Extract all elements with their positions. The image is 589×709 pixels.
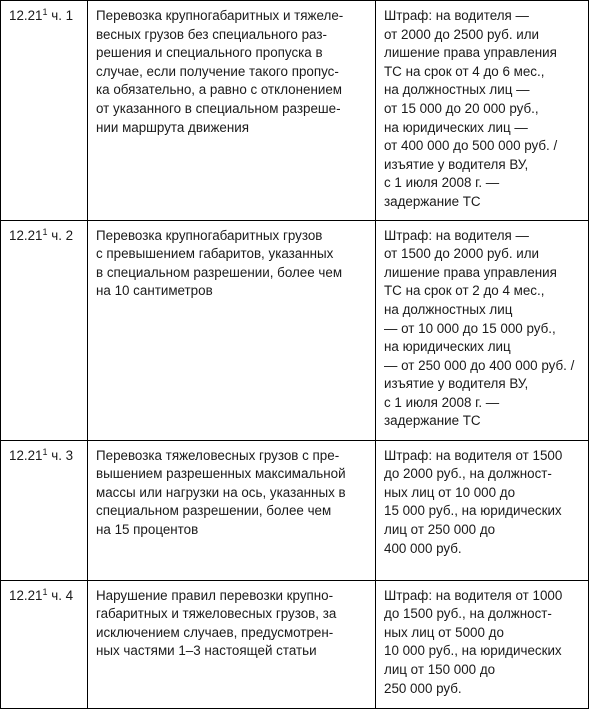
description-line: решения и специального пропуска в [96,45,323,61]
description-line: габаритных и тяжеловесных грузов, за [96,606,337,622]
penalty-line: лишение права управления [384,45,557,61]
article-number: 12.21 [9,227,43,243]
penalty-line: ных лиц от 10 000 до [384,484,516,500]
article-part: ч. 3 [47,447,74,463]
penalty-line: до 2000 руб., на должност- [384,466,552,482]
description-line: Нарушение правил перевозки крупно- [96,587,334,603]
penalty-line: с 1 июля 2008 г. — [384,175,500,191]
description-line: ных частями 1–3 настоящей статьи [96,643,317,659]
penalty-line: 250 000 руб. [384,680,462,696]
description-line: массы или нагрузки на ось, указанных в [96,484,346,500]
article-number: 12.21 [9,8,43,23]
penalty-line: — от 10 000 до 15 000 руб., [384,320,556,336]
penalty-line: лишение права управления [384,264,557,280]
penalty-line: лиц от 250 000 до [384,521,496,537]
table-row [1,580,589,708]
penalty-line: на юридических лиц [384,339,511,355]
penalty-line: 400 000 руб. [384,540,462,556]
description-line: на 15 процентов [96,521,199,537]
description-line: нии маршрута движения [96,119,249,135]
penalty-line: от 15 000 до 20 000 руб., [384,100,539,116]
penalty-line: Штраф: на водителя от 1000 [384,587,563,603]
article-superscript: 1 [42,7,48,17]
description-line: Перевозка тяжеловесных грузов с пре- [96,447,340,463]
penalty-cell [376,440,589,580]
article-part: ч. 2 [47,227,74,243]
penalty-line: ных лиц от 5000 до [384,624,504,640]
penalty-line: Штраф: на водителя — [384,227,529,243]
article-cell [1,580,88,708]
penalty-line: на должностных лиц — [384,82,530,98]
penalty-line: до 1500 руб., на должност- [384,606,552,622]
article-superscript: 1 [42,226,48,237]
penalty-line: на юридических лиц — [384,119,528,135]
description-cell [88,440,376,580]
table-row [1,1,589,221]
penalty-line: 15 000 руб., на юридических [384,503,562,519]
penalty-line: лиц от 150 000 до [384,661,496,677]
penalty-line: изъятие у водителя ВУ, [384,156,529,172]
article-part: ч. 4 [47,587,74,603]
penalty-line: с 1 июля 2008 г. — [384,394,500,410]
penalty-line: на должностных лиц [384,301,513,317]
description-line: вышением разрешенных максимальной [96,466,346,482]
penalty-line: задержание ТС [384,193,481,209]
penalty-line: от 1500 до 2000 руб. или [384,246,540,262]
penalty-line: от 400 000 до 500 000 руб. / [384,138,558,154]
description-line: ка обязательно, а равно с отклонением [96,82,342,98]
penalty-line: ТС на срок от 2 до 4 мес., [384,283,545,299]
article-number: 12.21 [9,447,43,463]
article-number: 12.21 [9,587,43,603]
article-cell [1,220,88,440]
article-superscript: 1 [42,446,48,457]
description-line: в специальном разрешении, более чем [96,264,343,280]
description-line: на 10 сантиметров [96,283,213,299]
penalty-line: Штраф: на водителя от 1500 [384,447,563,463]
penalty-line: 10 000 руб., на юридических [384,643,562,659]
description-line: с превышением габаритов, указанных [96,246,334,262]
description-cell [88,580,376,708]
penalty-cell [376,1,589,221]
penalty-line: ТС на срок от 4 до 6 мес., [384,63,545,79]
description-line: Перевозка крупногабаритных и тяжеле- [96,8,344,23]
description-line: случае, если получение такого пропус- [96,63,339,79]
penalty-line: — от 250 000 до 400 000 руб. / [384,357,575,373]
description-line: специальном разрешении, более чем [96,503,332,519]
description-cell [88,220,376,440]
description-line: Перевозка крупногабаритных грузов [96,227,323,243]
penalty-line: задержание ТС [384,413,481,429]
table-row [1,220,589,440]
penalty-line: изъятие у водителя ВУ, [384,376,529,392]
description-line: от указанного в специальном разреше- [96,100,341,116]
description-cell [88,1,376,221]
penalty-cell [376,220,589,440]
article-cell [1,1,88,221]
penalty-line: от 2000 до 2500 руб. или [384,26,540,42]
penalty-cell [376,580,589,708]
description-line: исключением случаев, предусмотрен- [96,624,334,640]
article-cell [1,440,88,580]
description-line: весных грузов без специального раз- [96,26,327,42]
table-row [1,440,589,580]
article-part: ч. 1 [47,8,74,23]
penalty-line: Штраф: на водителя — [384,8,529,23]
article-superscript: 1 [42,586,48,597]
